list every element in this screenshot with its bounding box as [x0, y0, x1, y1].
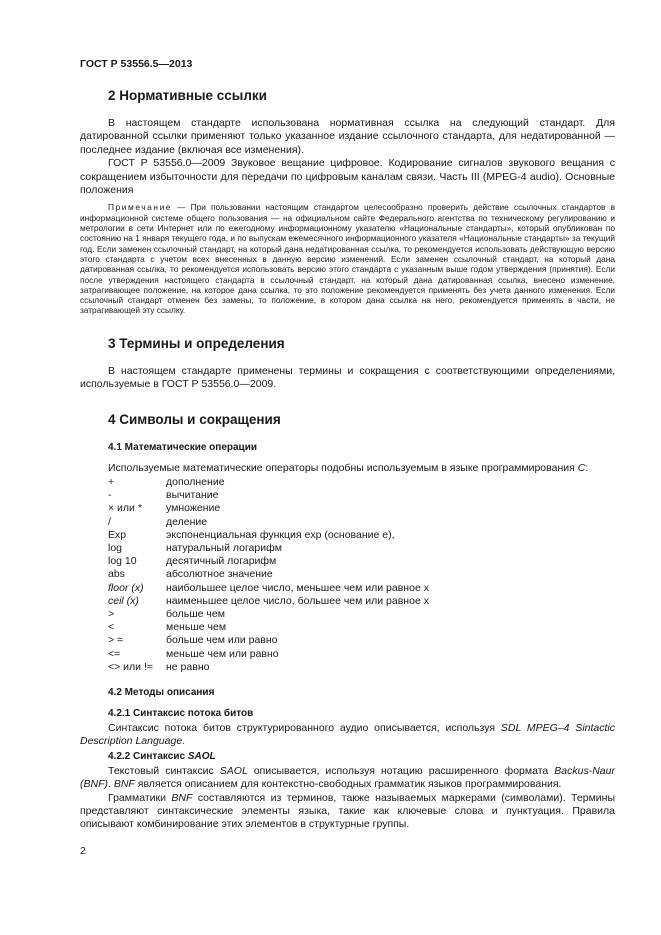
operator-row: [108, 582, 615, 595]
operator-description: вычитание: [166, 489, 219, 502]
subsection-4-2-title: 4.2 Методы описания: [108, 686, 215, 698]
operator-description: умножение: [166, 502, 221, 515]
operator-description: деление: [166, 515, 208, 528]
section-2-note: [80, 202, 615, 315]
intro-text: Используемые математические операторы подобны используемым в языке программирования: [108, 461, 578, 474]
operator-description: больше чем или равно: [166, 634, 278, 647]
operator-symbol: /: [108, 515, 111, 528]
operator-row: [108, 608, 615, 621]
operator-symbol: × или *: [108, 502, 142, 515]
subsection-4-2-1-title: 4.2.1 Синтаксис потока битов: [108, 707, 254, 719]
operator-symbol: +: [108, 475, 115, 488]
text-run: .: [182, 735, 186, 748]
operator-row: [108, 476, 615, 489]
operator-row: [108, 555, 615, 568]
operator-row: [108, 648, 615, 661]
operator-description: экспоненциальная функция exp (основание e),: [166, 528, 395, 541]
italic-run: BNF: [171, 791, 193, 804]
subsection-4-2-2-paragraph-1: [80, 765, 615, 792]
operator-row: [108, 516, 615, 529]
text-run: 4.2.2 Синтаксис: [108, 750, 188, 762]
section-4: [80, 412, 615, 832]
section-3: [80, 336, 615, 392]
operator-row: [108, 502, 615, 515]
operator-symbol: floor (x): [108, 581, 144, 594]
operator-row: [108, 568, 615, 581]
subsection-4-1-title: 4.1 Математические операции: [108, 441, 258, 453]
document-header: ГОСТ Р 53556.5—2013: [80, 58, 193, 70]
operator-description: меньше чем: [166, 621, 227, 634]
section-2-paragraph-2: ГОСТ Р 53556.0—2009 Звуковое вещание цифровое. Кодирование сигналов звукового вещания с сокращением избыточности для передачи по цифровым каналам связи. Часть III (MPEG-4 audio). Основные положения: [80, 157, 615, 197]
note-label: Примечание: [108, 202, 173, 213]
section-3-paragraph-1: В настоящем стандарте применены термины и сокращения с соответствующими определениями, используемые в ГОСТ Р 53556.0—2009.: [80, 364, 615, 391]
italic-run: SAOL: [219, 764, 248, 777]
text-run: Текстовый синтаксис: [108, 764, 220, 777]
text-run: является описанием для контекстно-свободных грамматик языков программирования.: [134, 778, 562, 791]
operator-description: меньше чем или равно: [166, 647, 279, 660]
operator-symbol: >: [108, 607, 115, 620]
operator-row: [108, 634, 615, 647]
operator-description: дополнение: [166, 475, 225, 488]
subsection-4-1-intro: [80, 462, 615, 475]
note-text: — При пользовании настоящим стандартом целесообразно проверить действие ссылочных стандартов в информационной системе общего пользования — на официальном сайте Федерального агентства по техническому регулированию и метрологии в сети Интернет или по ежегодному информационному указателю «Национальные стандарты», который опубликован по состоянию на 1 января текущего года, и по выпускам ежемесячного информационного указателя «Национальные стандарты» за текущий год. Если заменен ссылочный стандарт, на который дана недатированная ссылка, то рекомендуется использовать действующую версию этого стандарта с учетом всех внесенных в данную версию изменений. Если заменен ссылочный стандарт, на который дана датированная ссылка, то рекомендуется использовать версию этого стандарта с указанным выше годом утверждения (принятия). Если после утверждения настоящего стандарта в ссылочный стандарт, на который дана датированная ссылка, внесено изменение, затрагивающее положение, на которое дана ссылка, то это положение рекомендуется применять без учета данного изменения. Если ссылочный стандарт отменен без замены, то положение, в котором дана ссылка на него, рекомендуется применять в части, не затрагивающей эту ссылку.: [80, 202, 615, 316]
operator-description: десятичный логарифм: [166, 555, 277, 568]
text-run: .: [108, 778, 114, 791]
operator-symbol: Exp: [108, 528, 127, 541]
operator-symbol: abs: [108, 568, 125, 581]
italic-run: Backus-Naur (BNF): [80, 764, 615, 791]
subsection-4-2-2-paragraph-2: [80, 792, 615, 832]
page-number: 2: [80, 845, 86, 857]
italic-run: BNF: [113, 778, 135, 791]
text-run: Синтаксис потока битов структурированного аудио описывается, используя: [108, 721, 501, 734]
text-run: Грамматики: [108, 791, 172, 804]
operator-symbol: -: [108, 489, 112, 502]
operator-row: [108, 529, 615, 542]
operator-description: не равно: [166, 660, 210, 673]
operator-description: абсолютное значение: [166, 568, 273, 581]
section-4-title: 4 Символы и сокращения: [108, 411, 281, 427]
intro-lang: C: [577, 461, 586, 474]
text-run: описывается, используя нотацию расширенного формата: [247, 764, 555, 777]
subsection-4-2-2-title: [108, 750, 615, 763]
section-3-title: 3 Термины и определения: [108, 335, 285, 351]
operator-description: наибольшее целое число, меньшее чем или равное x: [166, 581, 429, 594]
italic-run: SDL MPEG–4 Sintactic Description Language: [80, 721, 615, 748]
operator-description: больше чем: [166, 607, 225, 620]
operator-symbol: ceil (x): [108, 594, 139, 607]
operator-row: [108, 661, 615, 674]
italic-run: SAOL: [187, 750, 216, 762]
operator-symbol: <> или !=: [108, 660, 154, 673]
section-2-title: 2 Нормативные ссылки: [108, 88, 267, 103]
intro-colon: :: [585, 461, 589, 474]
page-content: [80, 88, 615, 832]
operator-description: натуральный логарифм: [166, 541, 282, 554]
text-run: составляются из терминов, также называемых маркерами (символами). Термины представляют синтаксические элементы языка, такие как ключевые слова и пунктуация. Правила описывают комбинирование этих элементов в структурные группы.: [80, 791, 615, 831]
section-2-paragraph-1: В настоящем стандарте использована нормативная ссылка на следующий стандарт. Для датированной ссылки применяют только указанное издание ссылочного стандарта, для недатированной — последнее издание (включая все изменения).: [80, 117, 615, 156]
operator-symbol: log: [108, 541, 123, 554]
operators-list: [108, 476, 615, 674]
operator-description: наименьшее целое число, большее чем или равное x: [166, 594, 429, 607]
operator-symbol: > =: [108, 634, 124, 647]
operator-row: [108, 489, 615, 502]
operator-symbol: <=: [108, 647, 121, 660]
operator-row: [108, 542, 615, 555]
subsection-4-2-1-paragraph: [80, 722, 615, 749]
operator-symbol: log 10: [108, 555, 137, 568]
operator-row: [108, 621, 615, 634]
operator-row: [108, 595, 615, 608]
operator-symbol: <: [108, 621, 115, 634]
